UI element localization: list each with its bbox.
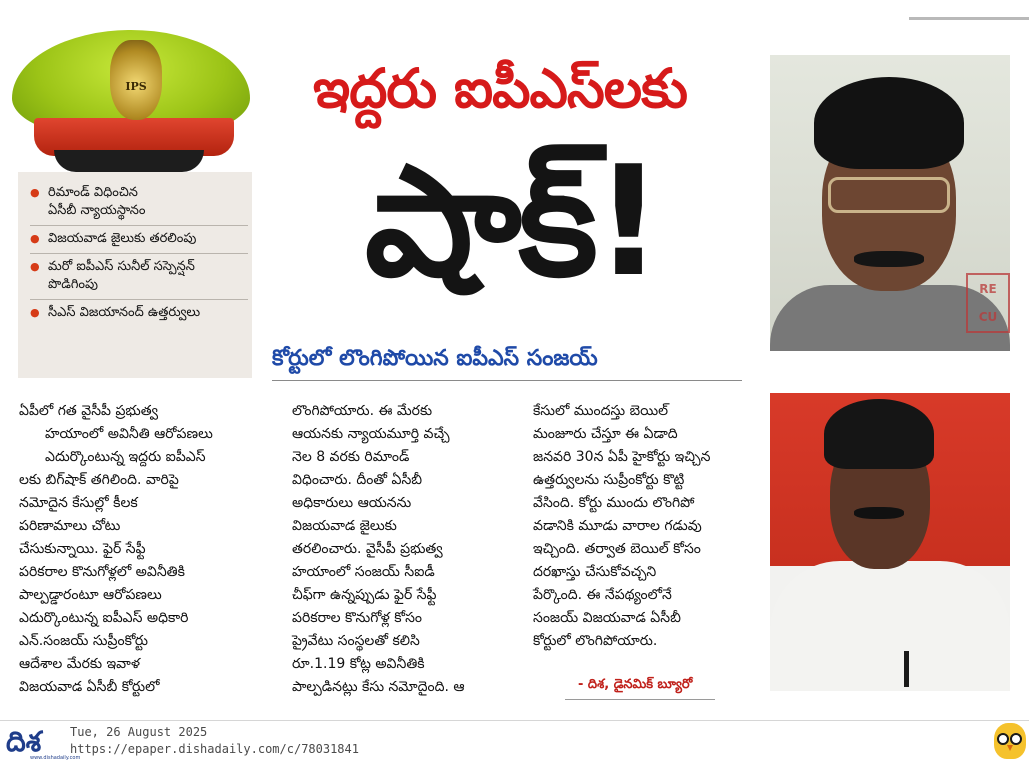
highlight-line: ● సీఎస్‌ విజయానంద్‌ ఉత్తర్వులు [48,305,201,320]
article-line: ఇచ్చింది. తర్వాత బెయిల్‌ కోసం [533,541,701,557]
highlight-line: ● మరో ఐపీఎస్‌ సునీల్‌ సస్పెన్షన్‌ [48,259,195,274]
kicker-headline: ఇద్దరు ఐపీఎస్‌లకు [313,57,687,120]
article-line: సంజయ్‌ విజయవాడ ఏసీబీ [533,610,681,626]
article-line: వేసింది. కోర్టు ముందు లొంగిపో [533,495,695,511]
article-column-2 [292,400,512,699]
article-line: ప్రైవేటు సంస్థలతో కలిసి [292,633,420,649]
top-rule [909,17,1029,20]
highlight-line: ● రిమాండ్‌ విధించిన [48,185,138,200]
cap-badge-text: IPS [125,80,147,93]
article-line: విజయవాడ ఏసీబీ కోర్టులో [19,679,160,695]
article-line: లొంగిపోయారు. ఈ మేరకు [292,403,433,419]
article-line: విధించారు. దీంతో ఏసీబీ [292,472,423,488]
article-column-1 [19,400,269,699]
article-line: హయాంలో అవినీతి ఆరోపణలు [45,426,213,442]
photo-hair [814,77,964,169]
byline: - దిశ, డైనమిక్‌ బ్యూరో [578,677,693,692]
highlight-item [30,254,248,300]
article-line: అధికారులు ఆయనను [292,495,412,511]
article-line: పరికరాల కొనుగోళ్లలో అవినీతికి [19,564,185,580]
disha-logo[interactable]: దిశ [6,725,42,758]
article-line: దరఖాస్తు చేసుకోవచ్చని [533,564,657,580]
article-column-3 [533,400,763,653]
article-line: పరిణామాలు చోటు [19,518,121,534]
article-line: తరలించారు. వైసీపీ ప్రభుత్వ [292,541,443,557]
photo-body [770,561,1010,691]
article-line: లకు బిగ్‌షాక్‌ తగిలింది. వారిపై [19,472,179,488]
owl-eye [1010,733,1022,745]
photo-official-1 [770,55,1010,351]
highlights-list [18,172,252,327]
pen-icon [904,651,909,687]
article-line: నమోదైన కేసుల్లో కీలక [19,495,138,511]
owl-eye [997,733,1009,745]
police-cap-image [12,22,252,174]
main-headline: షాక్‌! [364,133,660,310]
article-line: పరికరాల కొనుగోళ్ల కోసం [292,610,423,626]
photo-official-2 [770,393,1010,691]
article-line: చీఫ్‌గా ఉన్నప్పుడు ఫైర్‌ సేఫ్టీ [292,587,437,603]
article-line: ఉత్తర్వులను సుప్రీంకోర్టు కొట్టి [533,472,685,488]
sub-headline: కోర్టులో లొంగిపోయిన ఐపీఎస్‌ సంజయ్‌ [272,346,598,371]
owl-icon[interactable] [994,723,1026,759]
article-line: ఎదుర్కొంటున్న ఐపీఎస్‌ అధికారి [19,610,189,626]
epaper-footer [0,720,1029,762]
highlight-item [30,180,248,226]
article-line: పాల్పడ్డారంటూ ఆరోపణలు [19,587,162,603]
article-line: కేసులో ముందస్తు బెయిల్‌ [533,403,669,419]
photo-hair [824,399,934,469]
owl-beak [1007,745,1013,751]
edition-date: Tue, 26 August 2025 [70,725,208,739]
article-line: హయాంలో సంజయ్‌ సీఐడీ [292,564,435,580]
article-line: ఎన్‌.సంజయ్‌ సుప్రీంకోర్టు [19,633,148,649]
byline-divider [565,699,715,700]
logo-subtext: www.dishadaily.com [30,755,81,761]
stamp-overlay: RE CU [966,273,1010,333]
article-line: చేసుకున్నాయి. ఫైర్‌ సేఫ్టీ [19,541,146,557]
glasses-icon [828,177,950,213]
article-line: జనవరి 30న ఏపీ హైకోర్టు ఇచ్చిన [533,449,711,465]
article-line: నెల 8 వరకు రిమాండ్‌ [292,449,410,465]
highlight-line: ఏసీబీ న్యాయస్థానం [48,203,146,218]
photo-mustache [854,251,924,267]
highlight-item [30,300,248,327]
divider [272,380,742,381]
article-line: పేర్కొంది. ఈ నేపథ్యంలోనే [533,587,672,603]
highlight-line: పొడిగింపు [48,277,98,292]
cap-visor [54,150,204,172]
highlights-box [18,172,252,378]
article-line: వడానికి మూడు వారాల గడువు [533,518,702,534]
article-line: ఆయనకు న్యాయమూర్తి వచ్చే [292,426,450,442]
article-line: ఏపీలో గత వైసీపీ ప్రభుత్వ [19,403,158,419]
article-line: విజయవాడ జైలుకు [292,518,397,534]
photo-mustache [854,507,904,519]
article-line: ఆదేశాల మేరకు ఇవాళ [19,656,140,672]
article-line: మంజూరు చేస్తూ ఈ ఏడాది [533,426,678,442]
article-line: ఎదుర్కొంటున్న ఇద్దరు ఐపీఎస్‌ [45,449,206,465]
article-line: పాల్పడినట్లు కేసు నమోదైంది. ఆ [292,679,465,695]
article-line: రూ.1.19 కోట్ల అవినీతికి [292,656,425,672]
article-line: కోర్టులో లొంగిపోయారు. [533,633,658,649]
highlight-line: ● విజయవాడ జైలుకు తరలింపు [48,231,197,246]
article-url[interactable]: https://epaper.dishadaily.com/c/78031841 [70,742,359,756]
highlight-item [30,226,248,254]
